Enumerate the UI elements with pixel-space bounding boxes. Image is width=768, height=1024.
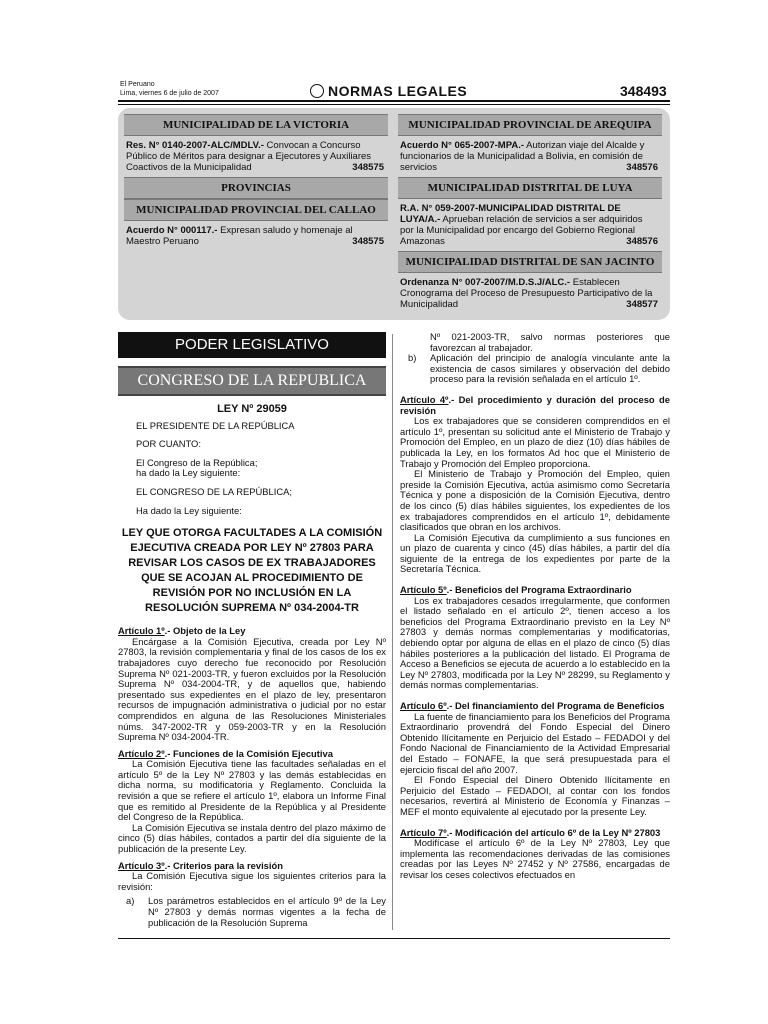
article-title: .- Criterios para la revisión xyxy=(164,859,283,871)
paragraph: La Comisión Ejecutiva tiene las facultades señaladas en el artículo 5º de la Ley Nº 27803 y las demás establecidas en dicha norma, su modificatoria y Reglamento. Concluida la revisión a que se refiere el artículo 1º, elabora un Informe Final que es remitido al Presidente de la República y al Presidente del Congreso de la República. xyxy=(118,758,386,823)
list-item-continued xyxy=(400,332,670,353)
intro-line: EL CONGRESO DE LA REPÚBLICA; xyxy=(136,485,292,497)
summary-entry[interactable] xyxy=(124,136,388,177)
paragraph: La Comisión Ejecutiva se instala dentro del plazo máximo de cinco (5) días hábiles, contados a partir del día siguiente de la publicación de la presente Ley. xyxy=(118,821,386,855)
paragraph: Los ex trabajadores cesados irregularmente, que conformen el listado señalado en el artículo 2º, tienen acceso a los beneficios del Programa Extraordinario previsto en la Ley Nº 27803 y demás normas complementarias y modificatorias, debiendo optar por alguna de ellas en el plazo de cinco (5) días hábiles posteriores a la publicación del listado. El Programa de Acceso a Beneficios se ejecuta de acuerdo a lo establecido en la Ley Nº 27803, modificada por la Ley Nº 28299, su Reglamento y demás normas complementarias. xyxy=(400,594,670,691)
header-rule-thin xyxy=(118,104,670,105)
entry-reference: R.A. N° 059-2007-MUNICIPALIDAD DISTRITAL DE LUYA/A.- xyxy=(400,203,621,225)
summary-heading: MUNICIPALIDAD PROVINCIAL DEL CALLAO xyxy=(124,199,388,221)
entry-page-number: 348576 xyxy=(626,162,658,173)
summary-box xyxy=(118,108,670,320)
list-text: Nº 021-2003-TR, salvo normas posteriores que favorezcan al trabajador. xyxy=(430,331,670,353)
summary-entry[interactable] xyxy=(398,199,662,251)
publication-name: El Peruano xyxy=(120,81,155,88)
summary-heading: MUNICIPALIDAD DE LA VICTORIA xyxy=(124,114,388,136)
law-intro xyxy=(118,421,386,517)
article-title: .- Beneficios del Programa Extraordinario xyxy=(446,584,632,596)
article-number: Artículo 4º xyxy=(400,393,449,405)
footer-rule xyxy=(118,938,670,939)
list-label: b) xyxy=(408,352,417,364)
article-title: .- Funciones de la Comisión Ejecutiva xyxy=(164,747,333,759)
intro-line: El Congreso de la República; ha dado la Ley siguiente: xyxy=(136,456,258,479)
article-number: Artículo 3º xyxy=(118,859,165,871)
summary-entry[interactable] xyxy=(124,221,388,251)
article-title: .- Del procedimiento y duración del proceso de revisión xyxy=(400,393,670,416)
paragraph: La Comisión Ejecutiva sigue los siguientes criterios para la revisión: xyxy=(118,870,386,892)
list-label: a) xyxy=(126,895,135,907)
article-title: .- Modificación del artículo 6º de la Ley Nº 27803 xyxy=(446,826,661,838)
column-divider xyxy=(392,334,393,930)
page-number: 348493 xyxy=(620,83,667,99)
summary-heading: MUNICIPALIDAD DISTRITAL DE LUYA xyxy=(398,177,662,199)
entry-reference: Acuerdo N° 000117.- xyxy=(126,225,218,236)
article-number: Artículo 1º xyxy=(118,625,165,637)
list-item xyxy=(118,896,386,928)
article-heading xyxy=(400,395,670,416)
article-title: .- Del financiamiento del Programa de Beneficios xyxy=(446,700,665,711)
entry-page-number: 348575 xyxy=(352,236,384,247)
summary-heading: PROVINCIAS xyxy=(124,177,388,199)
intro-line: POR CUANTO: xyxy=(136,438,201,450)
entry-reference: Res. N° 0140-2007-ALC/MDLV.- xyxy=(126,140,264,151)
paragraph: Los ex trabajadores que se consideren comprendidos en el artículo 1º, presentan su solicitud ante el Ministerio de Trabajo y Promoción del Empleo, en un plazo de diez (10) días hábiles de publicada la Ley, en los formatos Ad hoc que el Ministerio de Trabajo y Promoción del Empleo proporciona. xyxy=(400,415,670,469)
article-title: .- Objeto de la Ley xyxy=(164,625,246,637)
section-banner-congreso: CONGRESO DE LA REPUBLICA xyxy=(118,366,386,396)
law-title: LEY QUE OTORGA FACULTADES A LA COMISIÓN EJECUTIVA CREADA POR LEY Nº 27803 PARA REVISAR LOS CASOS DE EX TRABAJADORES QUE SE ACOJAN AL PROCEDIMIENTO DE REVISIÓN POR NO INCLUSIÓN EN LA RESOLUCIÓN SUPREMA Nº 034-2004-TR xyxy=(121,527,383,615)
publication-date: Lima, viernes 6 de julio de 2007 xyxy=(120,90,219,97)
right-column xyxy=(400,332,670,881)
summary-entry[interactable] xyxy=(398,273,662,314)
intro-line: Ha dado la Ley siguiente: xyxy=(136,504,242,516)
entry-page-number: 348575 xyxy=(352,162,384,173)
section-title xyxy=(310,83,467,99)
entry-description: Expresan saludo y homenaje al Maestro Peruano xyxy=(126,225,353,247)
list-item xyxy=(400,353,670,385)
entry-reference: Acuerdo N° 065-2007-MPA.- xyxy=(400,140,524,151)
paragraph: El Fondo Especial del Dinero Obtenido Ilícitamente en Perjuicio del Estado – FEDADOI, al contar con los fondos necesarios, revertirá al Ministerio de Economía y Finanzas – MEF el monto equivalente al ejecutado por la presente Ley. xyxy=(400,774,670,817)
summary-column-right xyxy=(398,114,662,314)
list-text: Aplicación del principio de analogía vinculante ante la existencia de casos similares y observación del debido proceso para la revisión señalada en el artículo 1º. xyxy=(430,352,670,385)
paragraph: Encárgase a la Comisión Ejecutiva, creada por Ley Nº 27803, la revisión complementaria y final de los casos de los ex trabajadores cuyo derecho fue reconocido por Resolución Suprema Nº 021-2003-TR, y fueron excluidos por la Resolución Suprema Nº 034-2004-TR, y de aquellos que, habiendo presentado sus expedientes en el plazo de ley, presentaron recursos de impugnación administrativa o judicial por no estar comprendidos en alguna de las Resoluciones Ministeriales núms. 347-2002-TR y 059-2003-TR y en la Resolución Suprema Nº 034-2004-TR. xyxy=(118,635,386,743)
section-label: NORMAS LEGALES xyxy=(328,83,468,99)
summary-heading: MUNICIPALIDAD PROVINCIAL DE AREQUIPA xyxy=(398,114,662,136)
list-text: Los parámetros establecidos en el artículo 9º de la Ley Nº 27803 y demás normas vigentes a la fecha de publicación de la Resolución Suprema xyxy=(148,895,386,928)
paragraph: El Ministerio de Trabajo y Promoción del Empleo, quien preside la Comisión Ejecutiva, actúa asimismo como Secretaría Técnica y pone a disposición de la Comisión Ejecutiva, dentro de los cinco (5) días hábiles siguientes, los expedientes de los ex trabajadores comprendidos en el artículo 1º, debidamente clasificados que obran en los archivos. xyxy=(400,468,670,533)
paragraph: La fuente de financiamiento para los Beneficios del Programa Extraordinario provendrá del Fondo Especial del Dinero Obtenido Ilícitamente en Perjuicio del Estado – FEDADOI y del Fondo Nacional de Financiamiento de la Actividad Empresarial del Estado – FONAFE, la que será presupuestada para el ejercicio fiscal del año 2007. xyxy=(400,710,670,775)
summary-entry[interactable] xyxy=(398,136,662,177)
article-number: Artículo 6º xyxy=(400,700,447,711)
section-banner-poder: PODER LEGISLATIVO xyxy=(118,332,386,358)
left-column xyxy=(118,332,386,928)
entry-page-number: 348577 xyxy=(626,299,658,310)
article-number: Artículo 2º xyxy=(118,747,165,759)
entry-description: Convocan a Concurso Público de Méritos para designar a Ejecutores y Auxiliares Coactivos de la Municipalidad xyxy=(126,140,372,173)
summary-heading: MUNICIPALIDAD DISTRITAL DE SAN JACINTO xyxy=(398,251,662,273)
entry-description: Autorizan viaje del Alcalde y funcionarios de la Municipalidad a Bolivia, en comisión de servicios xyxy=(400,140,645,173)
coat-of-arms-icon xyxy=(310,84,324,98)
entry-page-number: 348576 xyxy=(626,236,658,247)
page-header-left xyxy=(120,80,219,98)
summary-column-left xyxy=(124,114,388,251)
article-heading xyxy=(400,701,670,712)
entry-description: Aprueban relación de servicios a ser adquiridos por la Municipalidad por encargo del Gobierno Regional Amazonas xyxy=(400,214,643,247)
article-number: Artículo 5º xyxy=(400,584,447,596)
paragraph: Modifícase el artículo 6º de la Ley Nº 27803, Ley que implementa las recomendaciones derivadas de las comisiones creadas por las Leyes Nº 27452 y Nº 27586, encargadas de revisar los ceses colectivos efectuados en xyxy=(400,837,670,880)
intro-line: EL PRESIDENTE DE LA REPÚBLICA xyxy=(136,419,295,431)
entry-reference: Ordenanza N° 007-2007/M.D.S.J/ALC.- xyxy=(400,277,571,288)
entry-description: Establecen Cronograma del Proceso de Presupuesto Participativo de la Municipalidad xyxy=(400,277,653,310)
header-rule xyxy=(118,100,670,102)
paragraph: La Comisión Ejecutiva da cumplimiento a sus funciones en un plazo de cuarenta y cinco (45) días hábiles, a partir del día siguiente de la entrega de los expedientes por parte de la Secretaría Técnica. xyxy=(400,531,670,575)
article-number: Artículo 7º xyxy=(400,826,447,838)
law-number: LEY Nº 29059 xyxy=(217,403,287,415)
